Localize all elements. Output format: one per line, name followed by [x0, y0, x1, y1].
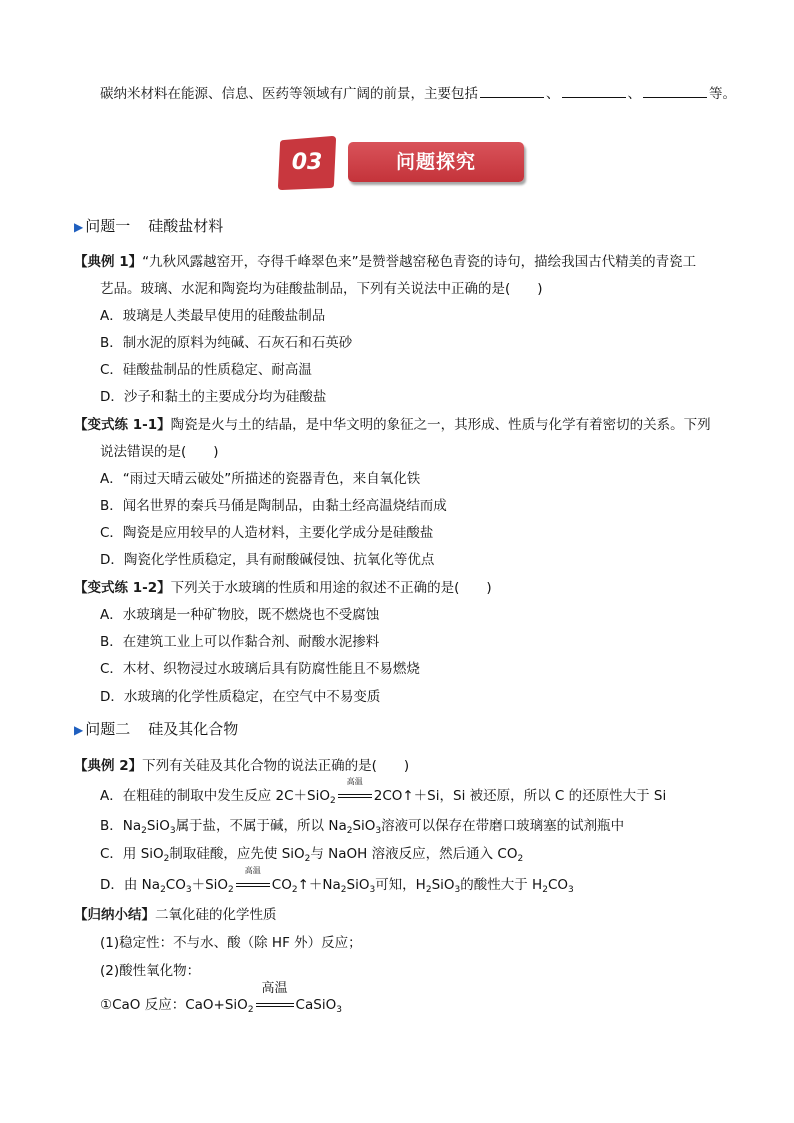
reaction-condition-arrow: 高温	[236, 876, 270, 894]
example-2-stem: 【典例 2】下列有关硅及其化合物的说法正确的是( )	[74, 758, 410, 774]
example-1-stem: 【典例 1】“九秋风露越窑开，夺得千峰翠色来”是赞誉越窑秘色青瓷的诗句，描绘我国古代精美的青瓷工	[74, 254, 697, 270]
example-tag: 【典例 2】	[74, 758, 143, 774]
example-1-stem-cont: 艺品。玻璃、水泥和陶瓷均为硅酸盐制品，下列有关说法中正确的是( )	[100, 281, 543, 297]
question-heading-1: ▶ 问题一 硅酸盐材料	[74, 217, 224, 235]
option-b[interactable]: B．制水泥的原料为纯碱、石灰石和石英砂	[100, 335, 353, 351]
variant-1-2-stem: 【变式练 1-2】下列关于水玻璃的性质和用途的叙述不正确的是( )	[74, 580, 492, 596]
summary-tag: 【归纳小结】	[74, 907, 155, 923]
example-tag: 【典例 1】	[74, 254, 143, 270]
option-d[interactable]: D．沙子和黏土的主要成分均为硅酸盐	[100, 389, 327, 405]
reaction-condition-arrow: 高温	[256, 996, 294, 1014]
summary-heading: 【归纳小结】二氧化硅的化学性质	[74, 907, 277, 923]
option-d[interactable]: D．水玻璃的化学性质稳定，在空气中不易变质	[100, 689, 381, 705]
answer-blank-2[interactable]	[562, 85, 626, 98]
variant-1-1-stem-cont: 说法错误的是( )	[100, 444, 219, 460]
section-number-badge	[276, 136, 338, 190]
intro-line: 碳纳米材料在能源、信息、医药等领域有广阔的前景，主要包括 、 、 等。	[100, 86, 736, 102]
triangle-marker-icon: ▶	[74, 723, 84, 737]
option-b[interactable]: B．在建筑工业上可以作黏合剂、耐酸水泥掺料	[100, 634, 380, 650]
answer-blank-1[interactable]	[480, 85, 544, 98]
option-b[interactable]: B．$Na_2SiO_3$属于盐，不属于碱，所以 $Na_2SiO_3$溶液可以保存在带磨口玻璃塞的试剂瓶中	[100, 818, 625, 836]
reaction-condition-arrow: 高温	[338, 787, 372, 805]
option-a[interactable]: A．水玻璃是一种矿物胶，既不燃烧也不受腐蚀	[100, 607, 380, 623]
intro-text: 碳纳米材料在能源、信息、医药等领域有广阔的前景，主要包括	[100, 86, 478, 102]
option-d[interactable]: D．陶瓷化学性质稳定，具有耐酸碱侵蚀、抗氧化等优点	[100, 552, 435, 568]
variant-tag: 【变式练 1-2】	[74, 580, 171, 596]
option-c[interactable]: C．木材、织物浸过水玻璃后具有防腐性能且不易燃烧	[100, 661, 420, 677]
section-number: 03	[291, 150, 323, 175]
section-title: 问题探究	[348, 142, 524, 182]
option-a[interactable]: A．玻璃是人类最早使用的硅酸盐制品	[100, 308, 326, 324]
variant-1-1-stem: 【变式练 1-1】陶瓷是火与土的结晶，是中华文明的象征之一，其形成、性质与化学有着密切的关系。下列	[74, 417, 711, 433]
option-c[interactable]: C．陶瓷是应用较早的人造材料，主要化学成分是硅酸盐	[100, 525, 434, 541]
option-b[interactable]: B．闻名世界的秦兵马俑是陶制品，由黏土经高温烧结而成	[100, 498, 447, 514]
option-c[interactable]: C．用 SiO$_2$制取硅酸，应先使 SiO$_2$与 NaOH 溶液反应，然后通入 $CO_2$	[100, 846, 524, 864]
summary-point-2: (2)酸性氧化物：	[100, 963, 201, 979]
question-heading-2: ▶ 问题二 硅及其化合物	[74, 720, 239, 738]
option-c[interactable]: C．硅酸盐制品的性质稳定、耐高温	[100, 362, 312, 378]
section-banner	[276, 134, 528, 194]
summary-point-1: (1)稳定性：不与水、酸（除 HF 外）反应；	[100, 935, 362, 951]
option-a[interactable]: A．“雨过天晴云破处”所描述的瓷器青色，来自氧化铁	[100, 471, 421, 487]
option-a[interactable]: A．在粗硅的制取中发生反应 2C＋SiO$_2$ 高温 2CO↑＋Si，Si 被还原，所以 C 的还原性大于 Si	[100, 777, 667, 806]
summary-point-3: ①CaO 反应：CaO+SiO$_2$ 高温 CaSiO$_3$	[100, 981, 342, 1015]
option-d[interactable]: D．由 $Na_2CO_3+SiO_2$ 高温 $CO_2↑+Na_2SiO_3$可知，$H_2SiO_3$的酸性大于 $H_2CO_3$	[100, 866, 574, 895]
triangle-marker-icon: ▶	[74, 220, 84, 234]
variant-tag: 【变式练 1-1】	[74, 417, 171, 433]
answer-blank-3[interactable]	[643, 85, 707, 98]
